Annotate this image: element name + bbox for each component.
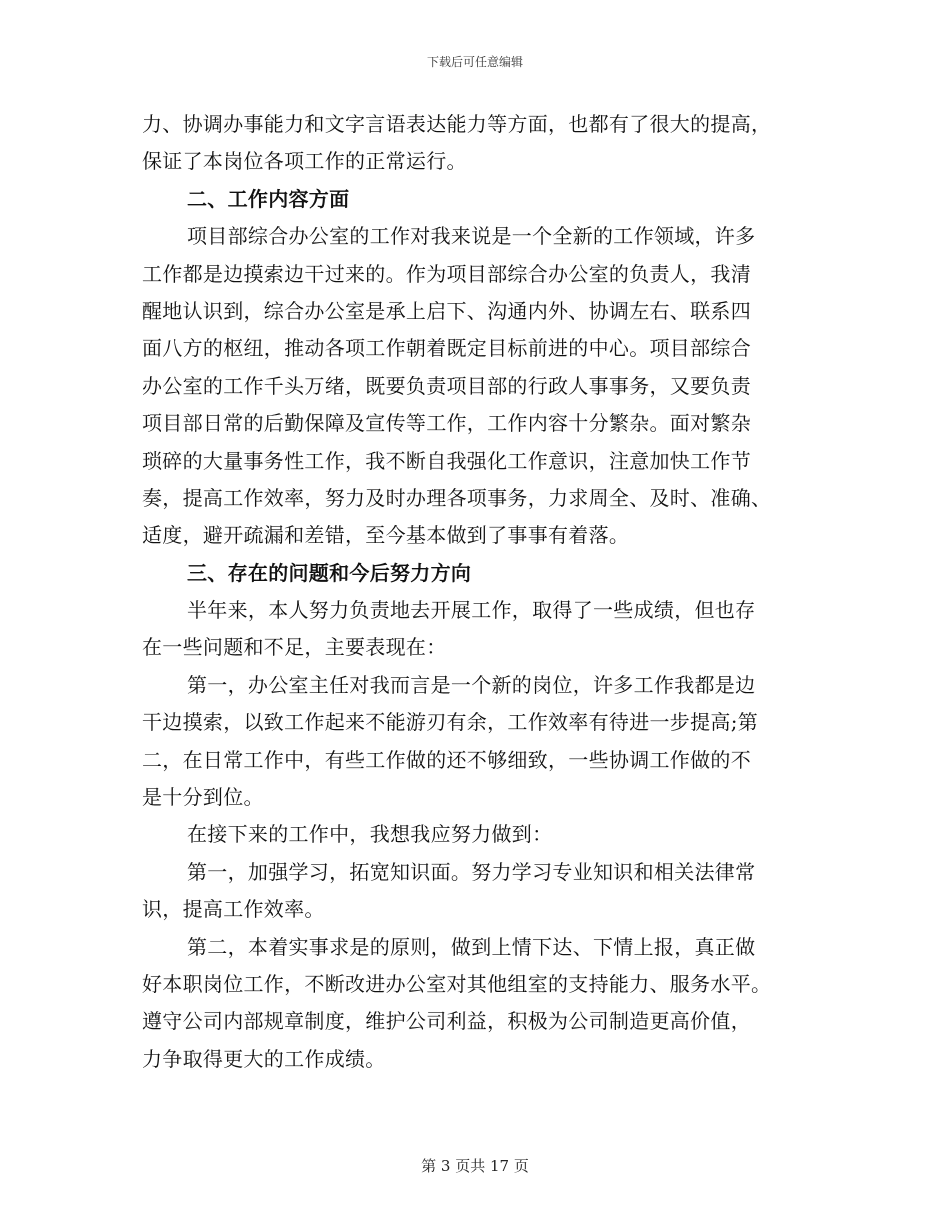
paragraph-line: 力争取得更大的工作成绩。	[142, 1046, 386, 1071]
paragraph-line: 适度，避开疏漏和差错，至今基本做到了事事有着落。	[142, 523, 630, 548]
paragraph-line: 遵守公司内部规章制度，维护公司利益，积极为公司制造更高价值，	[142, 1009, 751, 1034]
document-body	[142, 106, 822, 1078]
page-header: 下载后可任意编辑	[426, 55, 523, 69]
paragraph-line: 项目部综合办公室的工作对我来说是一个全新的工作领域，许多	[187, 224, 756, 249]
paragraph-line: 识，提高工作效率。	[142, 897, 325, 922]
paragraph-line: 第一，加强学习，拓宽知识面。努力学习专业知识和相关法律常	[187, 859, 756, 884]
section-heading: 三、存在的问题和今后努力方向	[187, 560, 472, 585]
paragraph-line: 保证了本岗位各项工作的正常运行。	[142, 149, 467, 174]
paragraph-line: 醒地认识到，综合办公室是承上启下、沟通内外、协调左右、联系四	[142, 298, 751, 323]
paragraph-line: 奏，提高工作效率，努力及时办理各项事务，力求周全、及时、准确、	[142, 485, 772, 510]
paragraph-line: 面八方的枢纽，推动各项工作朝着既定目标前进的中心。项目部综合	[142, 336, 751, 361]
paragraph-line: 好本职岗位工作，不断改进办公室对其他组室的支持能力、服务水平。	[142, 971, 772, 996]
paragraph-line: 力、协调办事能力和文字言语表达能力等方面，也都有了很大的提高，	[142, 112, 772, 136]
paragraph-line: 第二，本着实事求是的原则，做到上情下达、下情上报，真正做	[187, 934, 756, 959]
paragraph-line: 二，在日常工作中，有些工作做的还不够细致，一些协调工作做的不	[142, 747, 751, 772]
paragraph-line: 第一，办公室主任对我而言是一个新的岗位，许多工作我都是边	[187, 672, 756, 697]
paragraph-line: 项目部日常的后勤保障及宣传等工作，工作内容十分繁杂。面对繁杂	[142, 411, 751, 436]
paragraph-line: 干边摸索，以致工作起来不能游刃有余，工作效率有待进一步提高;第	[142, 710, 759, 735]
paragraph-line: 琐碎的大量事务性工作，我不断自我强化工作意识，注意加快工作节	[142, 448, 751, 473]
paragraph-line: 是十分到位。	[142, 785, 264, 810]
page-footer: 第 3 页共 17 页	[421, 1157, 529, 1175]
paragraph-line: 办公室的工作千头万绪，既要负责项目部的行政人事事务，又要负责	[142, 373, 751, 398]
paragraph-line: 在接下来的工作中，我想我应努力做到：	[187, 822, 553, 847]
section-heading: 二、工作内容方面	[187, 186, 350, 211]
paragraph-line: 半年来，本人努力负责地去开展工作，取得了一些成绩，但也存	[187, 598, 756, 623]
paragraph-line: 工作都是边摸索边干过来的。作为项目部综合办公室的负责人，我清	[142, 261, 751, 286]
paragraph-line: 在一些问题和不足，主要表现在：	[142, 635, 447, 660]
